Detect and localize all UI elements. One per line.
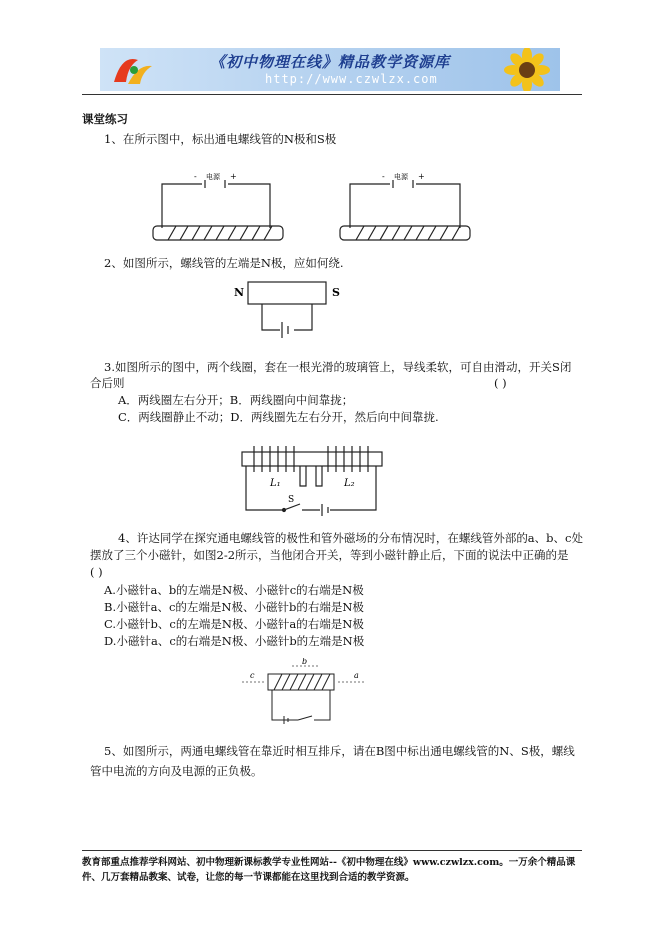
- q3-label-l1: L₁: [270, 478, 281, 489]
- q2-label-s: S: [332, 286, 340, 299]
- footer-divider: [82, 850, 582, 851]
- svg-text:-: -: [194, 172, 197, 181]
- question-5-line1: 5、如图所示，两通电螺线管在靠近时相互排斥，请在B图中标出通电螺线管的N、S极，螺线: [104, 744, 575, 758]
- question-4-option-a: A.小磁针a、b的左端是N极、小磁针c的右端是N极: [104, 583, 364, 597]
- question-4-option-d: D.小磁针a、c的右端是N极、小磁针b的左端是N极: [104, 634, 365, 648]
- q4-label-c: c: [250, 671, 255, 680]
- section-title: 课堂练习: [82, 112, 128, 126]
- footer-line2: 件、几万套精品教案、试卷，让您的每一节课都能在这里找到合适的教学资源。: [82, 872, 415, 883]
- question-4-line2: 摆放了三个小磁针，如图2-2所示，当他闭合开关，等到小磁针静止后，下面的说法中正确的是: [90, 548, 569, 562]
- header-divider: [82, 94, 582, 95]
- question-5-line2: 管中电流的方向及电源的正负极。: [90, 764, 263, 778]
- q1-power-label-right: 电源: [394, 173, 408, 181]
- question-3-bracket: ( ): [494, 376, 507, 390]
- question-3-line1: 3.如图所示的图中，两个线圈，套在一根光滑的玻璃管上，导线柔软，可自由滑动，开关S闭: [104, 360, 572, 374]
- header-banner: [100, 48, 560, 91]
- svg-text:-: -: [382, 172, 385, 181]
- banner-title: 《初中物理在线》精品教学资源库: [210, 53, 451, 71]
- question-4-line3: ( ): [90, 565, 103, 579]
- sunflower-icon: [495, 48, 560, 91]
- q2-label-n: N: [234, 286, 245, 299]
- svg-text:+: +: [230, 172, 237, 181]
- q2-figure: [232, 278, 352, 342]
- question-3-options-ab: A．两线圈左右分开；B．两线圈向中间靠拢；: [118, 393, 354, 407]
- banner-url: http://www.czwlzx.com: [265, 72, 438, 86]
- q4-label-a: a: [354, 671, 359, 680]
- q1-power-label-left: 电源: [206, 173, 220, 181]
- logo-icon: [108, 52, 158, 88]
- question-3-options-cd: C．两线圈静止不动；D．两线圈先左右分开，然后向中间靠拢.: [118, 410, 439, 424]
- q3-figure: [240, 440, 390, 520]
- question-4-option-b: B.小磁针a、c的左端是N极、小磁针b的右端是N极: [104, 600, 364, 614]
- q3-label-switch: S: [288, 495, 295, 505]
- question-3-line2: 合后则: [90, 376, 125, 390]
- question-2-text: 2、如图所示，螺线管的左端是N极，应如何绕.: [104, 256, 344, 270]
- question-4-option-c: C.小磁针b、c的左端是N极、小磁针a的右端是N极: [104, 617, 364, 631]
- q4-label-b: b: [302, 658, 308, 666]
- q1-figure: [150, 168, 480, 250]
- svg-text:+: +: [418, 172, 425, 181]
- question-4-line1: 4、许达同学在探究通电螺线管的极性和管外磁场的分布情况时，在螺线管外部的a、b、c处: [118, 531, 583, 545]
- footer-line1: 教育部重点推荐学科网站、初中物理新课标教学专业性网站--《初中物理在线》www.czwlzx.com。一万余个精品课: [82, 857, 576, 868]
- question-1-text: 1、在所示图中，标出通电螺线管的N极和S极: [104, 132, 337, 146]
- q4-figure: [238, 658, 378, 728]
- q3-label-l2: L₂: [344, 478, 355, 489]
